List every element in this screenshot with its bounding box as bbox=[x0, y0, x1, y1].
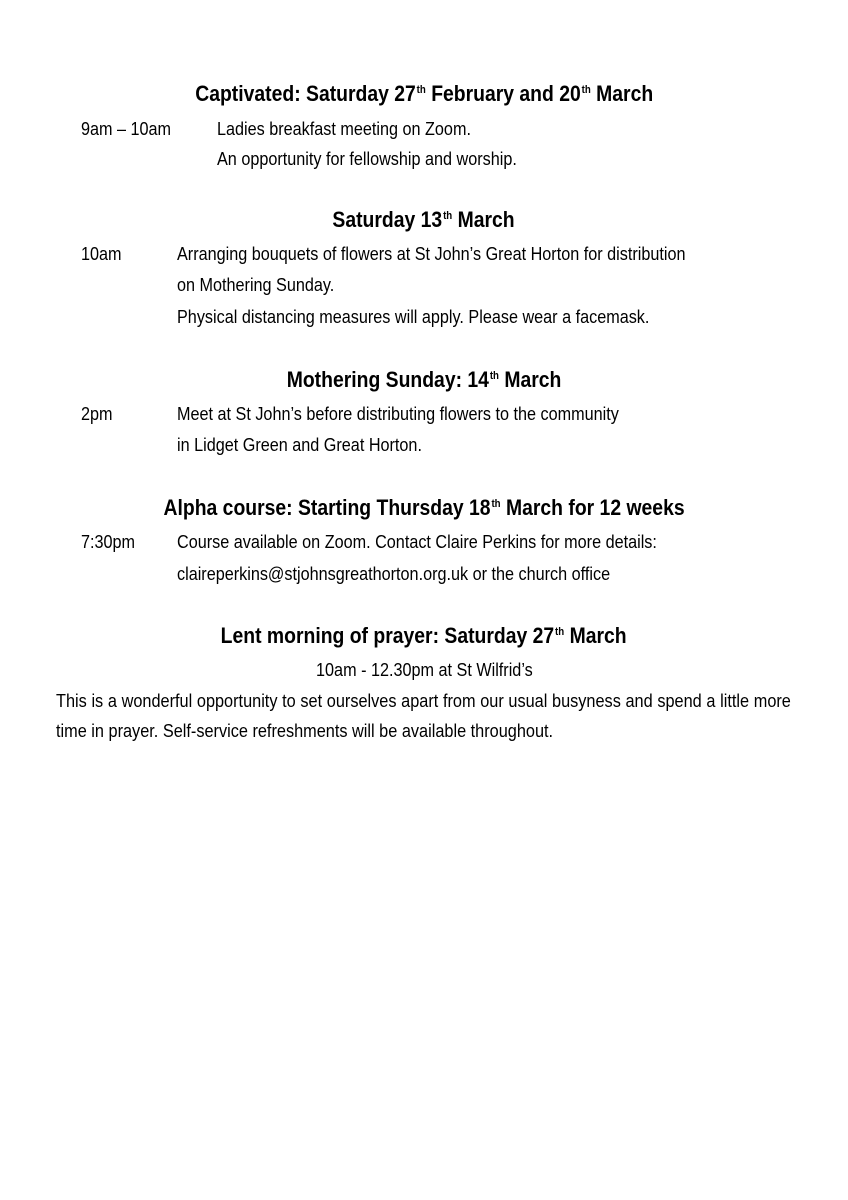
event-detail-line: Arranging bouquets of flowers at St John’s Great Horton for distribution bbox=[177, 244, 686, 264]
event-detail-line: Ladies breakfast meeting on Zoom. bbox=[217, 119, 471, 139]
event-time: 2pm bbox=[81, 404, 113, 424]
event-detail-line: on Mothering Sunday. bbox=[177, 275, 335, 295]
event-time: 9am – 10am bbox=[81, 119, 172, 139]
event-time: 10am bbox=[81, 244, 122, 264]
event-detail-line: in Lidget Green and Great Horton. bbox=[177, 435, 422, 455]
event-detail-line: Physical distancing measures will apply. Please wear a facemask. bbox=[177, 307, 650, 327]
event-heading-captivated: Captivated: Saturday 27th February and 20th March bbox=[195, 81, 653, 106]
event-detail-line: An opportunity for fellowship and worship. bbox=[217, 149, 517, 169]
event-heading-saturday-13: Saturday 13th March bbox=[332, 207, 516, 232]
event-detail-line: Meet at St John’s before distributing flowers to the community bbox=[177, 404, 619, 424]
event-subheading: 10am - 12.30pm at St Wilfrid’s bbox=[315, 660, 533, 680]
event-heading-alpha-course: Alpha course: Starting Thursday 18th March for 12 weeks bbox=[163, 495, 685, 520]
event-detail-line: Course available on Zoom. Contact Claire Perkins for more details: bbox=[177, 532, 657, 552]
contact-email: claireperkins@stjohnsgreathorton.org.uk or the church office bbox=[177, 564, 611, 584]
event-heading-mothering-sunday: Mothering Sunday: 14th March bbox=[286, 367, 562, 392]
event-description-paragraph: This is a wonderful opportunity to set ourselves apart from our usual busyness and spend a little more time in prayer. Self-service refreshments will be available throughout. bbox=[56, 691, 791, 741]
event-heading-lent-prayer: Lent morning of prayer: Saturday 27th March bbox=[221, 623, 627, 648]
event-time: 7:30pm bbox=[81, 532, 136, 552]
